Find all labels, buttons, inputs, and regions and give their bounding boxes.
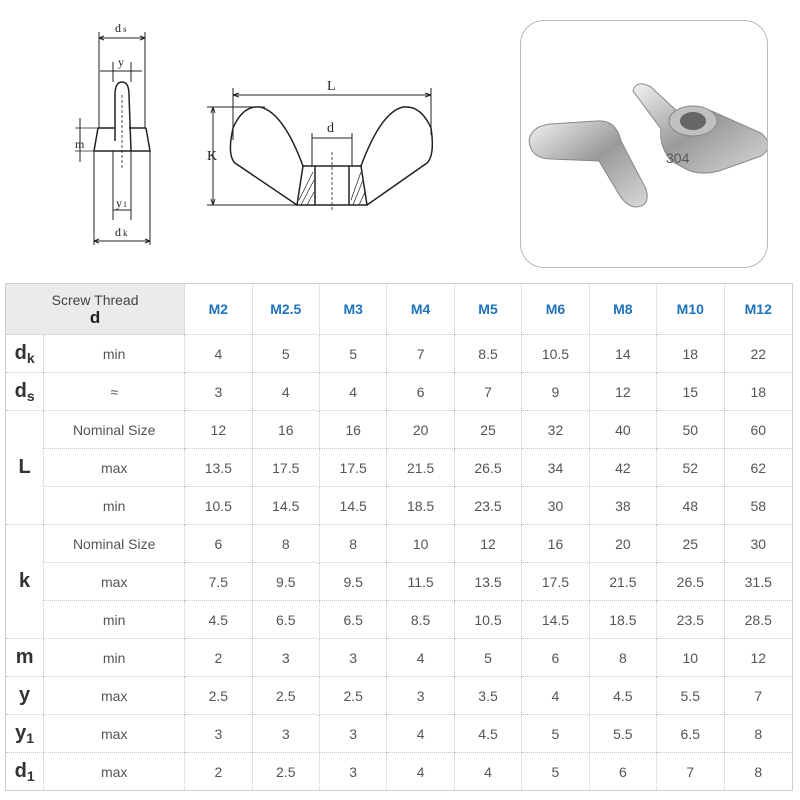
parameter-symbol [6,335,44,373]
value-cell: 9.5 [252,563,319,601]
value-cell: 23.5 [657,601,724,639]
value-cell: 4 [454,753,521,791]
value-cell: 8 [319,525,386,563]
value-cell: 10 [387,525,454,563]
value-cell: 6 [522,639,589,677]
value-cell: 4 [185,335,252,373]
size-header: M2 [185,284,252,335]
value-cell: 3.5 [454,677,521,715]
value-cell: 16 [319,411,386,449]
parameter-symbol [6,715,44,753]
value-cell: 8.5 [387,601,454,639]
value-cell: 7 [387,335,454,373]
side-view-diagram [60,10,180,250]
qualifier: min [44,335,185,373]
value-cell: 7.5 [185,563,252,601]
table-row [6,449,793,487]
value-cell: 3 [319,639,386,677]
value-cell: 17.5 [522,563,589,601]
value-cell: 12 [589,373,656,411]
value-cell: 52 [657,449,724,487]
symbol-text: y [15,721,27,744]
value-cell: 34 [522,449,589,487]
value-cell: 10.5 [185,487,252,525]
value-cell: 10 [657,639,724,677]
qualifier: min [44,601,185,639]
qualifier: min [44,639,185,677]
value-cell: 18.5 [387,487,454,525]
table-row [6,373,793,411]
value-cell: 58 [724,487,793,525]
value-cell: 5.5 [657,677,724,715]
table-row [6,639,793,677]
size-header: M5 [454,284,521,335]
label-d: d [327,121,334,136]
value-cell: 7 [454,373,521,411]
value-cell: 2 [185,639,252,677]
symbol-text: d [14,379,27,402]
symbol-subscript: 1 [26,767,35,784]
value-cell: 20 [589,525,656,563]
value-cell: 8 [724,715,793,753]
table-row [6,335,793,373]
label-m: m [75,137,85,151]
wing-nut-photo-icon [521,21,767,267]
value-cell: 11.5 [387,563,454,601]
value-cell: 8.5 [454,335,521,373]
value-cell: 4 [387,753,454,791]
value-cell: 26.5 [657,563,724,601]
value-cell: 5 [522,715,589,753]
value-cell: 18 [724,373,793,411]
value-cell: 18.5 [589,601,656,639]
value-cell: 6.5 [657,715,724,753]
value-cell: 23.5 [454,487,521,525]
value-cell: 6.5 [252,601,319,639]
table-row [6,677,793,715]
value-cell: 8 [724,753,793,791]
value-cell: 3 [387,677,454,715]
size-header: M4 [387,284,454,335]
value-cell: 5.5 [589,715,656,753]
value-cell: 20 [387,411,454,449]
label-L: L [327,79,336,94]
value-cell: 5 [252,335,319,373]
value-cell: 3 [185,373,252,411]
value-cell: 5 [454,639,521,677]
value-cell: 7 [724,677,793,715]
value-cell: 4 [387,715,454,753]
symbol-subscript: 1 [26,729,35,746]
value-cell: 8 [252,525,319,563]
value-cell: 30 [522,487,589,525]
value-cell: 7 [657,753,724,791]
parameter-symbol [6,639,44,677]
value-cell: 8 [589,639,656,677]
value-cell: 28.5 [724,601,793,639]
value-cell: 4 [319,373,386,411]
size-header: M3 [319,284,386,335]
product-photo [520,20,768,268]
qualifier: max [44,677,185,715]
value-cell: 6.5 [319,601,386,639]
label-dk: d k [115,225,128,239]
qualifier: ≈ [44,373,185,411]
value-cell: 3 [319,753,386,791]
value-cell: 12 [185,411,252,449]
symbol-text: L [18,455,31,478]
value-cell: 48 [657,487,724,525]
value-cell: 3 [252,639,319,677]
qualifier: max [44,563,185,601]
parameter-symbol [6,677,44,715]
label-ds: d s [115,21,127,35]
value-cell: 4 [252,373,319,411]
table-row [6,525,793,563]
spec-table [5,283,793,791]
table-row [6,411,793,449]
value-cell: 17.5 [319,449,386,487]
value-cell: 12 [724,639,793,677]
value-cell: 10.5 [454,601,521,639]
symbol-text: d [14,341,27,364]
label-K: K [207,149,218,164]
parameter-symbol [6,373,44,411]
value-cell: 40 [589,411,656,449]
value-cell: 2.5 [185,677,252,715]
symbol-text: k [19,569,31,592]
label-y1: y1 [116,196,127,210]
size-header: M10 [657,284,724,335]
table-row [6,715,793,753]
parameter-symbol [6,525,44,639]
table-header-row [6,284,793,335]
value-cell: 9.5 [319,563,386,601]
value-cell: 10.5 [522,335,589,373]
value-cell: 14 [589,335,656,373]
symbol-text: y [19,683,31,706]
value-cell: 13.5 [454,563,521,601]
label-y: y [118,55,124,69]
value-cell: 21.5 [589,563,656,601]
value-cell: 13.5 [185,449,252,487]
value-cell: 14.5 [252,487,319,525]
value-cell: 2.5 [252,677,319,715]
table-row [6,753,793,791]
value-cell: 14.5 [319,487,386,525]
value-cell: 17.5 [252,449,319,487]
qualifier: min [44,487,185,525]
symbol-subscript: k [26,349,35,366]
value-cell: 4 [522,677,589,715]
value-cell: 9 [522,373,589,411]
qualifier: max [44,449,185,487]
screw-thread-header: Screw Thread d [6,284,185,335]
stamp-text: 304 [666,150,690,166]
value-cell: 6 [387,373,454,411]
size-header: M8 [589,284,656,335]
value-cell: 4.5 [589,677,656,715]
qualifier: max [44,715,185,753]
parameter-symbol [6,753,44,791]
value-cell: 38 [589,487,656,525]
value-cell: 2.5 [252,753,319,791]
value-cell: 5 [522,753,589,791]
value-cell: 31.5 [724,563,793,601]
value-cell: 16 [252,411,319,449]
parameter-symbol [6,411,44,525]
qualifier: max [44,753,185,791]
value-cell: 15 [657,373,724,411]
symbol-text: m [15,645,34,668]
value-cell: 22 [724,335,793,373]
value-cell: 4.5 [185,601,252,639]
value-cell: 5 [319,335,386,373]
value-cell: 6 [589,753,656,791]
value-cell: 2 [185,753,252,791]
value-cell: 62 [724,449,793,487]
value-cell: 21.5 [387,449,454,487]
value-cell: 26.5 [454,449,521,487]
value-cell: 3 [185,715,252,753]
value-cell: 25 [657,525,724,563]
qualifier: Nominal Size [44,525,185,563]
table-row [6,487,793,525]
value-cell: 3 [319,715,386,753]
value-cell: 14.5 [522,601,589,639]
table-row [6,563,793,601]
size-header: M2.5 [252,284,319,335]
value-cell: 4.5 [454,715,521,753]
table-row [6,601,793,639]
front-view-diagram [195,60,445,220]
value-cell: 16 [522,525,589,563]
symbol-text: d [14,759,27,782]
value-cell: 30 [724,525,793,563]
value-cell: 25 [454,411,521,449]
value-cell: 6 [185,525,252,563]
value-cell: 60 [724,411,793,449]
size-header: M6 [522,284,589,335]
value-cell: 12 [454,525,521,563]
value-cell: 42 [589,449,656,487]
value-cell: 18 [657,335,724,373]
value-cell: 2.5 [319,677,386,715]
value-cell: 50 [657,411,724,449]
qualifier: Nominal Size [44,411,185,449]
value-cell: 32 [522,411,589,449]
symbol-subscript: s [26,387,35,404]
value-cell: 4 [387,639,454,677]
value-cell: 3 [252,715,319,753]
size-header: M12 [724,284,793,335]
